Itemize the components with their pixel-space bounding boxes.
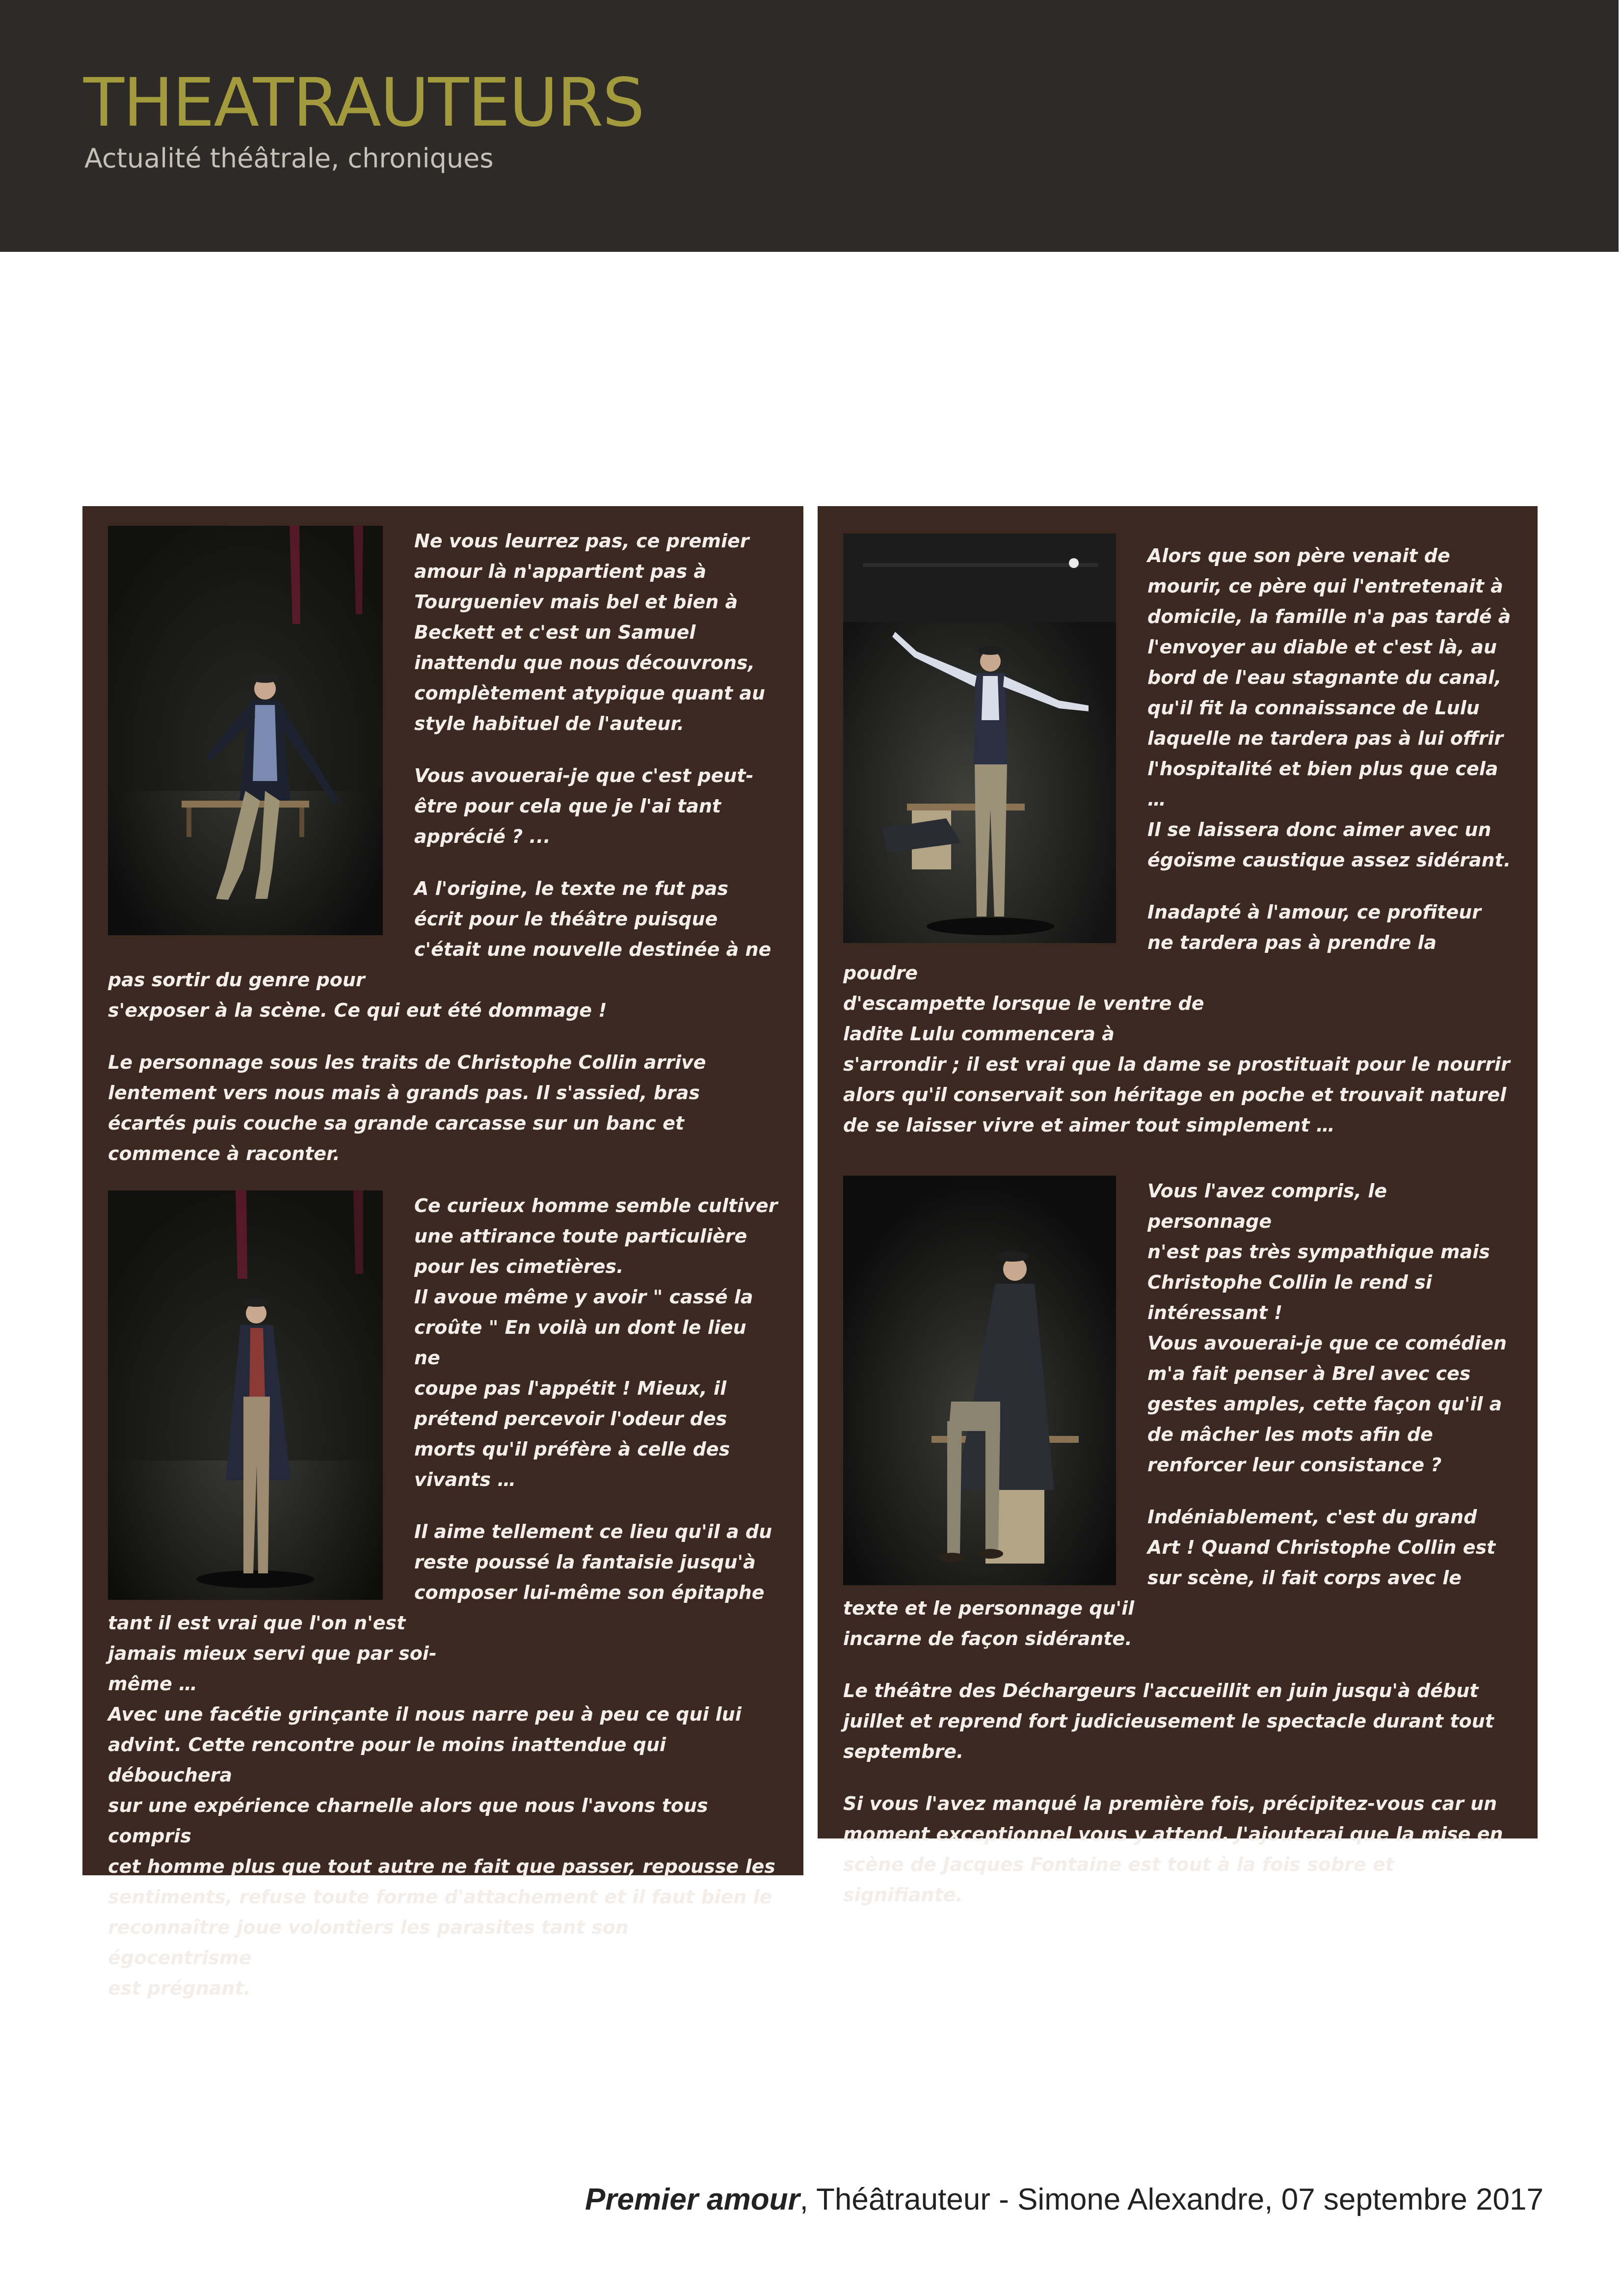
left-paragraph-3: A l'origine, le texte ne fut pas écrit pour le théâtre puisque c'était une nouvelle destinée à ne pas sortir du genre pour s'exposer à la scène. Ce qui eut été dommage ! [108, 878, 771, 1021]
right-paragraph-2: Inadapté à l'amour, ce profiteur ne tardera pas à prendre la poudre d'escampette lorsque le ventre de ladite Lulu commencera à s'arrondir ; il est vrai que la dame se prostituait pour le nourrir alors qu'il conservait son héritage en poche et trouvait naturel de se laisser vivre et aimer tout simplement … [843, 901, 1510, 1136]
left-paragraph-7: Avec une facétie grinçante il nous narre peu à peu ce qui lui advint. Cette rencontre pour le moins inattendue qui débouchera sur une expérience charnelle alors que nous l'avons tous compris cet homme plus que tout autre ne fait que passer, repousse les sentiments, refuse toute forme d'attachement et il faut bien le reconnaître joue volontiers les parasites tant son égocentrisme est prégnant. [108, 1703, 775, 1999]
stage-photo-seated-crate [843, 1176, 1116, 1585]
left-paragraph-1: Ne vous leurrez pas, ce premier amour là n'appartient pas à Tourgueniev mais bel et bien à Beckett et c'est un Samuel inattendu que nous découvrons, complètement atypique quant au style habituel de l'auteur. [414, 530, 766, 734]
left-paragraph-2: Vous avouerai-je que c'est peut- être pour cela que je l'ai tant apprécié ? ... [414, 765, 754, 847]
right-paragraph-6: Si vous l'avez manqué la première fois, précipitez-vous car un moment exceptionnel vous y attend. J'ajouterai que la mise en scène de Jacques Fontaine est tout à la fois sobre et signifiante. [843, 1793, 1503, 1906]
stage-photo-standing-coat [108, 1190, 383, 1600]
stage-photo-arms-outstretched [843, 534, 1116, 943]
source-caption [585, 2182, 1543, 2217]
left-paragraph-6: Il aime tellement ce lieu qu'il a du reste poussé la fantaisie jusqu'à composer lui-même son épitaphe tant il est vrai que l'on n'est jamais mieux servi que par soi- même … [108, 1521, 772, 1695]
caption-play-title: Premier amour [585, 2183, 800, 2216]
right-paragraph-5: Le théâtre des Déchargeurs l'accueillit en juin jusqu'à début juillet et reprend fort judicieusement le spectacle durant tout septembre. [843, 1680, 1494, 1762]
right-paragraph-3: Vous l'avez compris, le personnage n'est pas très sympathique mais Christophe Collin le rend si intéressant ! Vous avouerai-je que ce comédien m'a fait penser à Brel avec ces gestes amples, cette façon qu'il a de mâcher les mots afin de renforcer leur consistance ? [1147, 1180, 1507, 1476]
left-paragraph-5: Ce curieux homme semble cultiver une attirance toute particulière pour les cimetières. Il avoue même y avoir " cassé la croûte " En voilà un dont le lieu ne coupe pas l'appétit ! Mieux, il prétend percevoir l'odeur des morts qu'il préfère à celle des vivants … [414, 1195, 778, 1490]
site-title[interactable]: THEATRAUTEURS [83, 64, 644, 142]
stage-photo-sitting-bench [108, 526, 383, 935]
caption-source: , Théâtrauteur - Simone Alexandre, 07 septembre 2017 [799, 2183, 1543, 2216]
left-article-column [82, 506, 803, 1999]
site-subtitle: Actualité théâtrale, chroniques [84, 143, 494, 174]
right-paragraph-1: Alors que son père venait de mourir, ce père qui l'entretenait à domicile, la famille n'a pas tardé à l'envoyer au diable et c'est là, au bord de l'eau stagnante du canal, qu'il fit la connaissance de Lulu laquelle ne tardera pas à lui offrir l'hospitalité et bien plus que cela … Il se laissera donc aimer avec un égoïsme caustique assez sidérant. [1147, 545, 1511, 871]
right-article-column [818, 506, 1538, 1906]
site-header [0, 0, 1619, 252]
left-paragraph-4: Le personnage sous les traits de Christophe Collin arrive lentement vers nous mais à grands pas. Il s'assied, bras écartés puis couche sa grande carcasse sur un banc et commence à raconter. [108, 1052, 706, 1164]
right-paragraph-4: Indéniablement, c'est du grand Art ! Quand Christophe Collin est sur scène, il fait corps avec le texte et le personnage qu'il incarne de façon sidérante. [843, 1506, 1496, 1649]
